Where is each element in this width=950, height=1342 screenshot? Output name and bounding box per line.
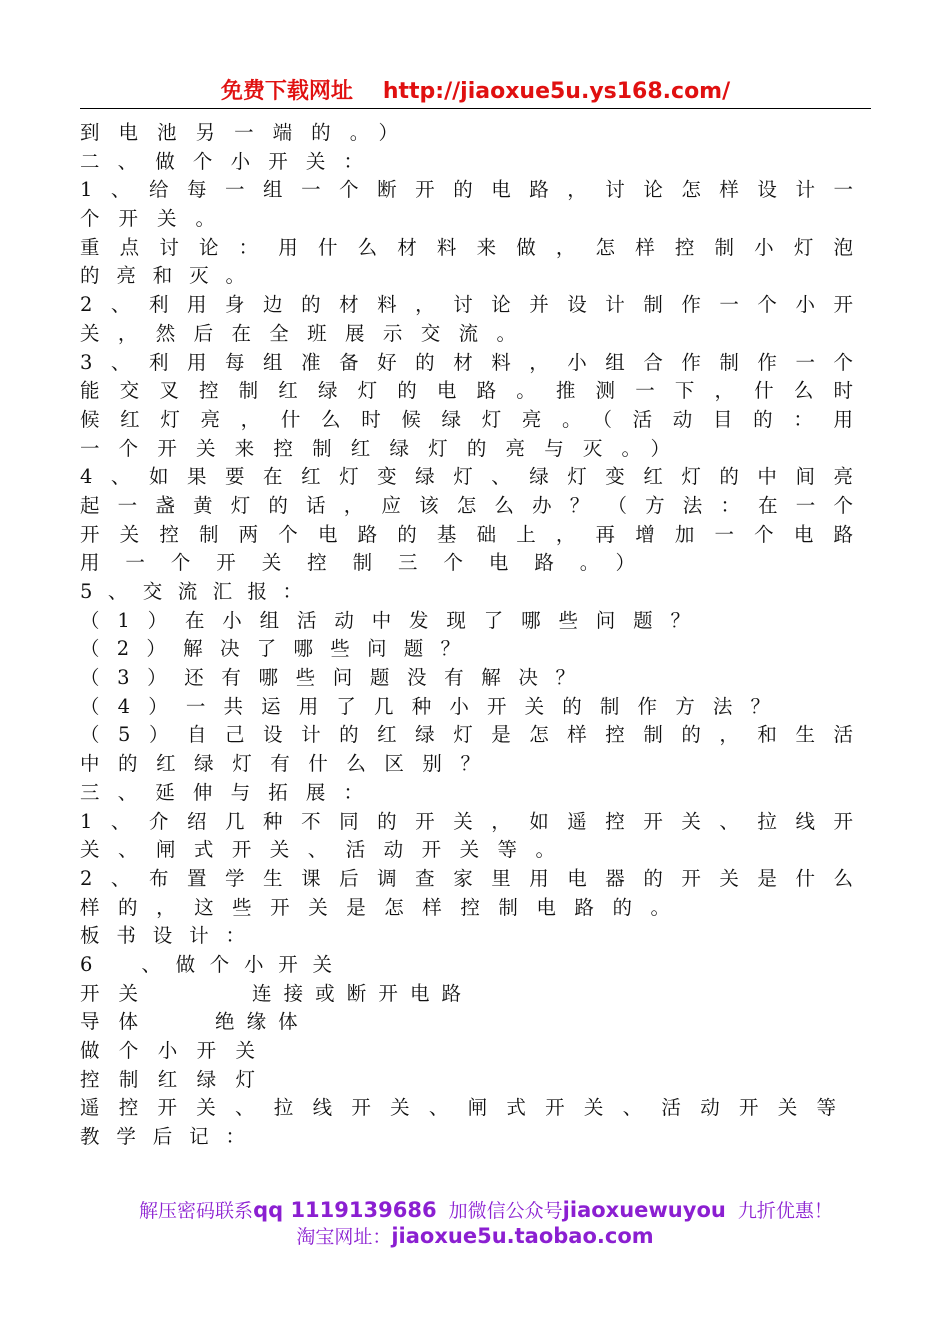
section-heading: 三、延伸与拓展： (80, 780, 363, 804)
footer-shop-line (0, 1222, 950, 1250)
text-line: 5、交流汇报： (80, 580, 302, 603)
text-line: 重点讨论：用什么材料来做，怎样控制小灯泡 (80, 235, 853, 259)
text-line: 开关控制两个电路的基础上，再增加一个电路 (80, 522, 853, 546)
section-heading: 二、做个小开关： (80, 149, 363, 173)
page-header (80, 76, 871, 109)
page-footer (0, 1195, 950, 1250)
board-line: 做个小开关 (80, 1039, 255, 1062)
text-line: 4、如果要在红灯变绿灯、绿灯变红灯的中间亮 (80, 465, 853, 489)
header-url-link[interactable]: http://jiaoxue5u.ys168.com/ (382, 79, 731, 104)
text-line: 关、闸式开关、活动开关等。 (80, 838, 555, 862)
footer-text: 解压密码联系 (139, 1200, 254, 1222)
board-row (80, 1008, 853, 1037)
board-term: 导体 (80, 1010, 138, 1034)
board-title: 6 、做个小开关 (80, 952, 332, 976)
text-line: 的亮和灭。 (80, 264, 245, 288)
list-item: （3）还有哪些问题没有解决？ (80, 666, 575, 690)
list-item: （4）一共运用了几种小开关的制作方法？ (80, 694, 770, 718)
text-line: 关，然后在全班展示交流。 (80, 321, 516, 345)
document-body (80, 119, 853, 1152)
text-line: 2、利用身边的材料，讨论并设计制作一个小开 (80, 293, 853, 317)
afterword-heading: 教学后记： (80, 1125, 245, 1149)
footer-text: 九折优惠！ (737, 1200, 833, 1222)
text-line: 2、布置学生课后调查家里用电器的开关是什么 (80, 866, 853, 890)
text-line: 能交叉控制红绿灯的电路。推测一下，什么时 (80, 379, 853, 403)
footer-text: 淘宝网址： (296, 1226, 392, 1248)
text-line: 一个开关来控制红绿灯的亮与灭。） (80, 436, 670, 460)
footer-text: 加微信公众号 (448, 1200, 563, 1222)
text-line: 个开关。 (80, 207, 215, 231)
text-line: 3、利用每组准备好的材料，小组合作制作一个 (80, 350, 853, 374)
text-line: 到电池另一端的。） (80, 121, 398, 144)
board-definition: 绝缘体 (215, 1010, 310, 1034)
list-item: （1）在小组活动中发现了哪些问题？ (80, 608, 690, 632)
text-line: 起一盏黄灯的话，应该怎么办？（方法：在一个 (80, 493, 853, 517)
footer-shop-link[interactable]: jiaoxue5u.taobao.com (391, 1224, 654, 1248)
header-label: 免费下载网址 (220, 79, 353, 104)
board-heading: 板书设计： (80, 924, 245, 948)
board-line: 控制红绿灯 (80, 1067, 255, 1091)
footer-contact-line (0, 1195, 950, 1225)
list-item: （2）解决了哪些问题？ (80, 637, 460, 661)
text-line: 候红灯亮，什么时候绿灯亮。（活动目的：用 (80, 407, 853, 431)
text-line: 1、介绍几种不同的开关，如遥控开关、拉线开 (80, 809, 853, 833)
text-line: 1、给每一组一个断开的电路，讨论怎样设计一 (80, 178, 853, 202)
text-line: 中的红绿灯有什么区别？ (80, 752, 480, 776)
footer-wechat: jiaoxuewuyou (562, 1198, 726, 1222)
board-line: 遥控开关、拉线开关、闸式开关、活动开关等 (80, 1096, 836, 1120)
board-row (80, 980, 853, 1009)
board-definition: 连接或断开电路 (252, 981, 474, 1005)
list-item: （5）自己设计的红绿灯是怎样控制的，和生活 (80, 723, 853, 747)
board-term: 开关 (80, 981, 138, 1005)
text-line: 用一个开关控制三个电路。） (80, 551, 635, 575)
footer-qq: qq 1119139686 (253, 1198, 437, 1222)
text-line: 样的，这些开关是怎样控制电路的。 (80, 895, 670, 919)
